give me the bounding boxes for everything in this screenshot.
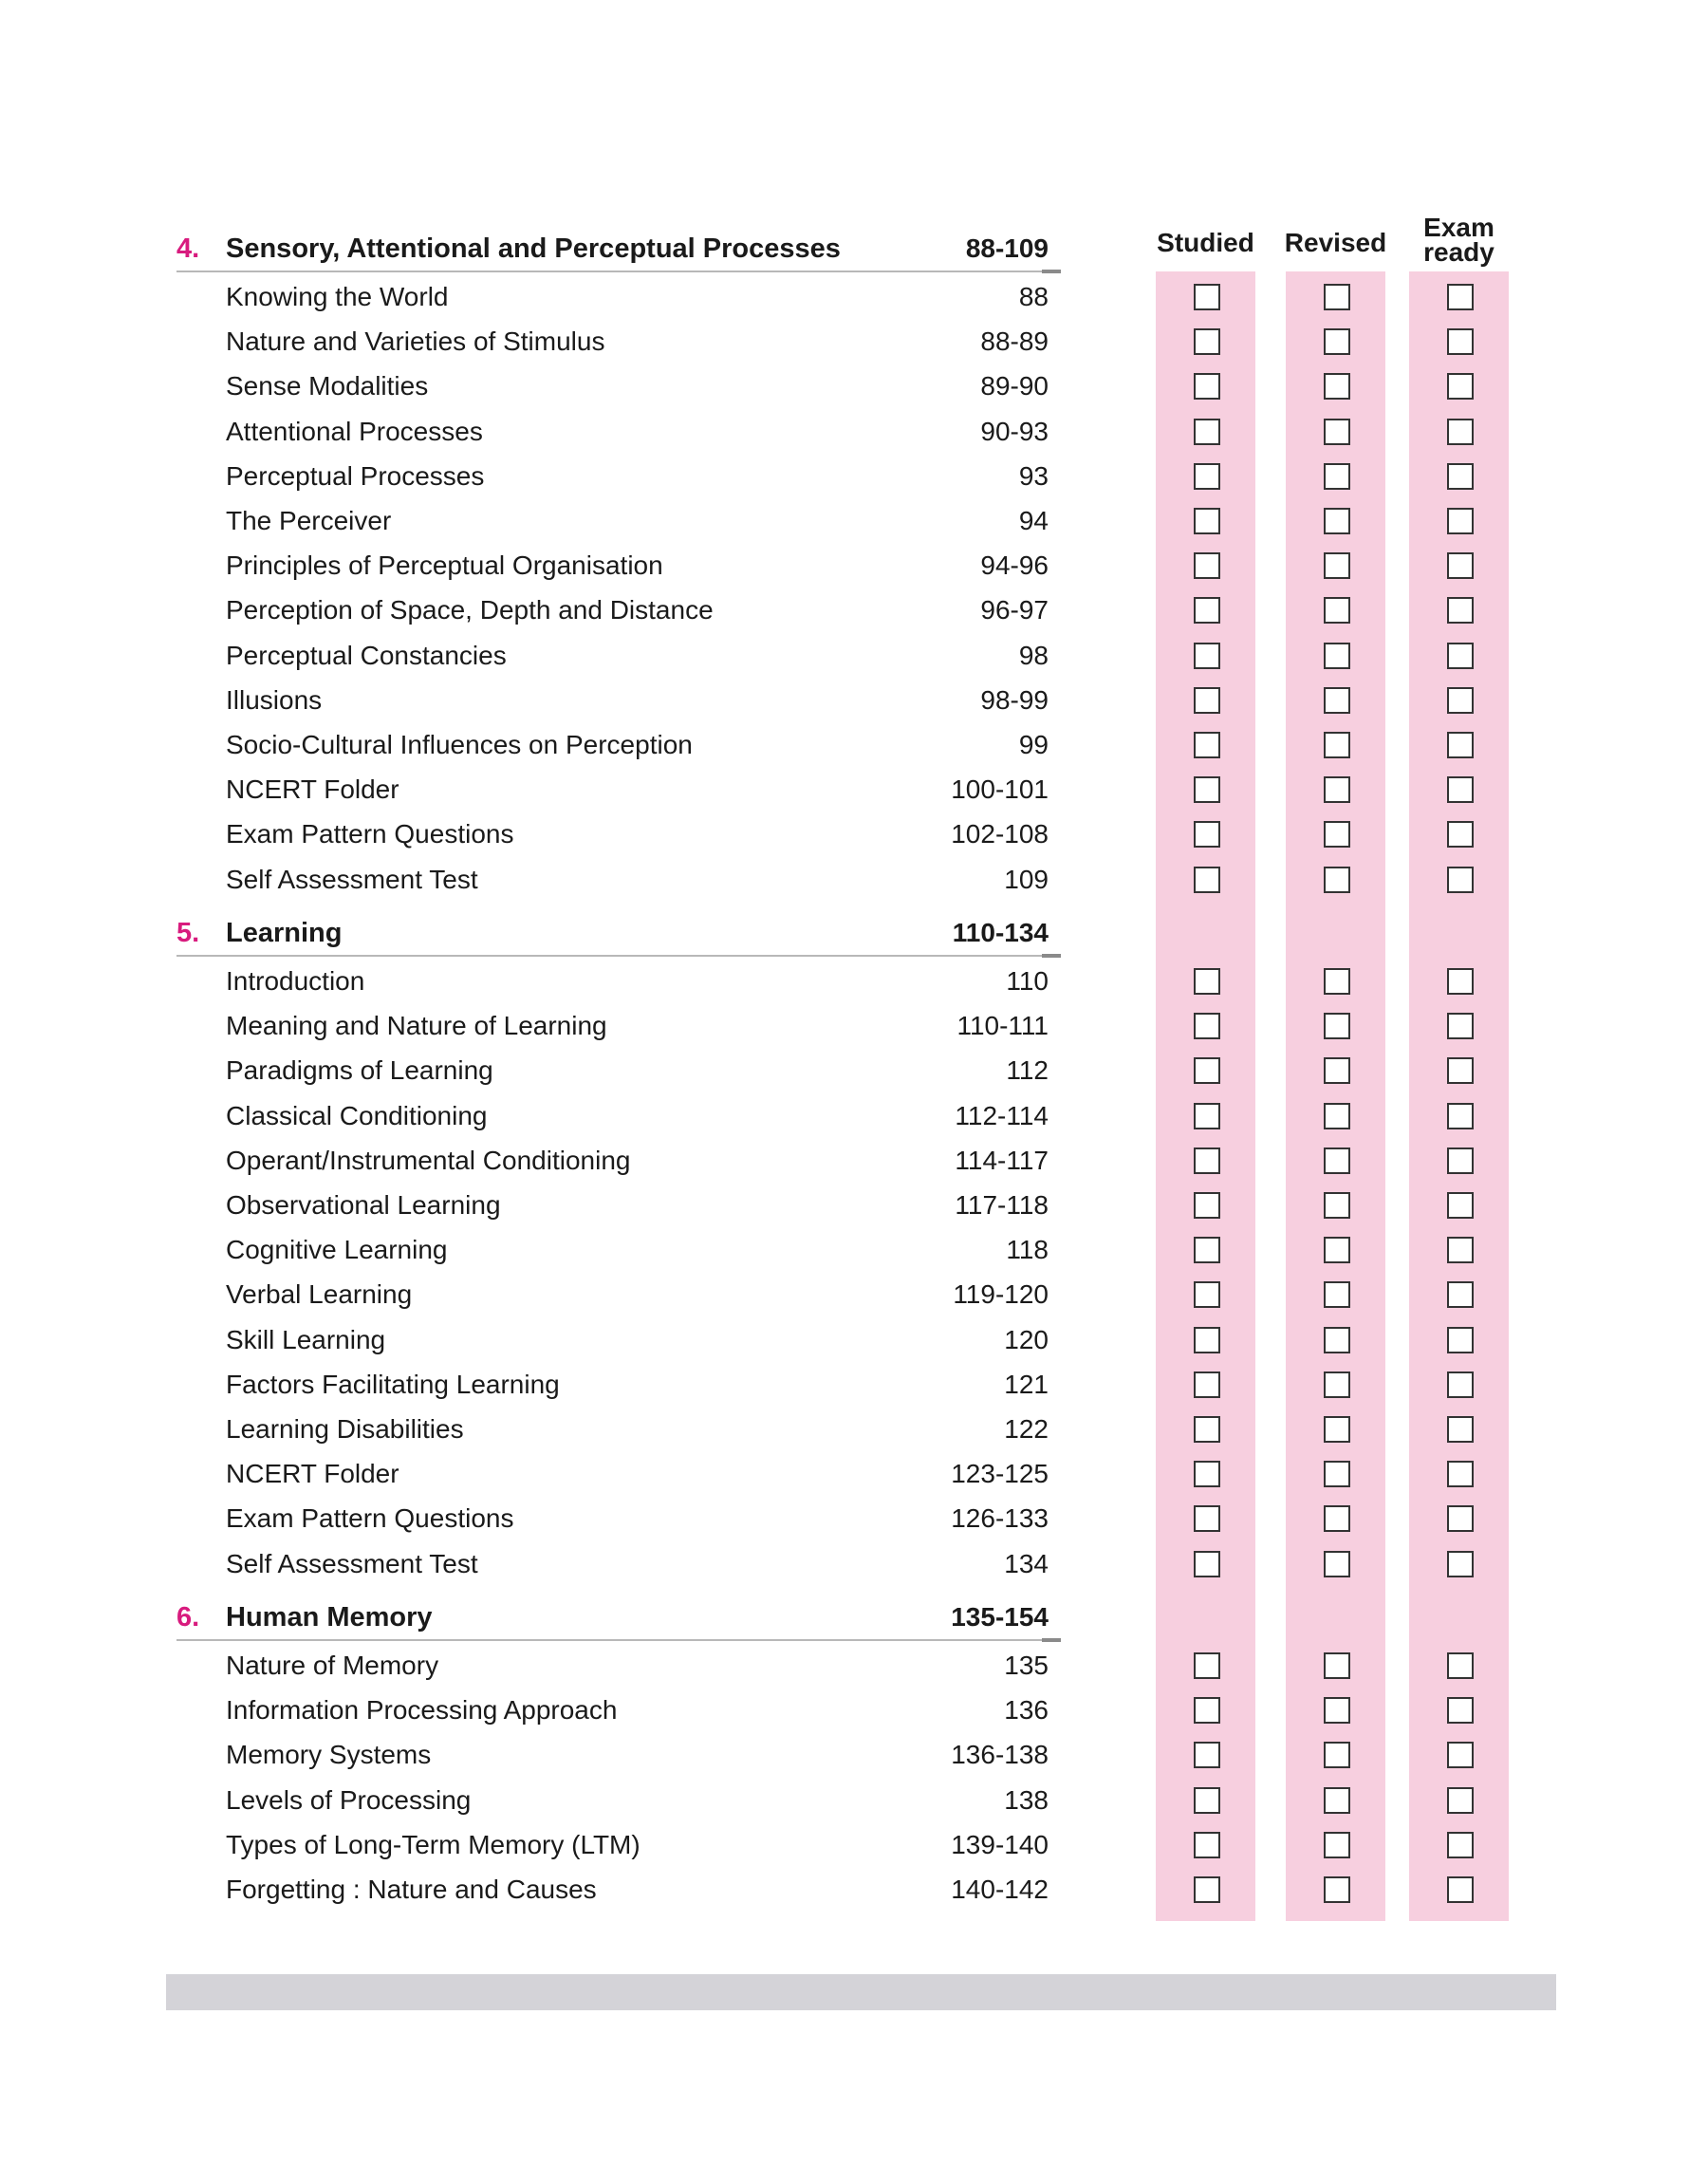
footer-bar xyxy=(166,1974,1556,2010)
exam-ready-header-line2: ready xyxy=(1423,237,1494,267)
chapter-divider xyxy=(176,1639,1061,1641)
studied-checkbox[interactable] xyxy=(1194,1147,1220,1174)
topic-label: Learning Disabilities xyxy=(226,1414,464,1444)
studied-checkbox[interactable] xyxy=(1194,1652,1220,1679)
exam-ready-checkbox[interactable] xyxy=(1447,968,1474,995)
studied-checkbox[interactable] xyxy=(1194,284,1220,310)
studied-checkbox[interactable] xyxy=(1194,732,1220,758)
revised-checkbox[interactable] xyxy=(1324,867,1350,893)
topic-label: Self Assessment Test xyxy=(226,1548,478,1578)
exam-ready-checkbox[interactable] xyxy=(1447,552,1474,579)
revised-checkbox[interactable] xyxy=(1324,968,1350,995)
studied-checkbox[interactable] xyxy=(1194,1461,1220,1487)
topic-page-range: 94 xyxy=(1018,506,1049,535)
revised-checkbox[interactable] xyxy=(1324,1551,1350,1577)
revised-checkbox[interactable] xyxy=(1324,1103,1350,1129)
chapter-number: 6. xyxy=(176,1602,200,1633)
exam-ready-checkbox[interactable] xyxy=(1447,1505,1474,1532)
topic-label: Types of Long-Term Memory (LTM) xyxy=(226,1829,640,1859)
topic-page-range: 90-93 xyxy=(980,416,1049,446)
studied-checkbox[interactable] xyxy=(1194,1832,1220,1858)
revised-checkbox[interactable] xyxy=(1324,687,1350,714)
topic-page-range: 109 xyxy=(1004,864,1049,894)
topic-label: Skill Learning xyxy=(226,1324,386,1354)
topic-label: Information Processing Approach xyxy=(226,1695,618,1726)
topic-label: Nature and Varieties of Stimulus xyxy=(226,327,605,357)
chapter-divider-tick xyxy=(1042,270,1061,273)
topic-page-range: 123-125 xyxy=(951,1459,1049,1489)
topic-label: Forgetting : Nature and Causes xyxy=(226,1875,597,1904)
exam-ready-checkbox[interactable] xyxy=(1447,867,1474,893)
topic-label: Socio-Cultural Influences on Perception xyxy=(226,730,693,759)
studied-checkbox[interactable] xyxy=(1194,463,1220,490)
chapter-title: Sensory, Attentional and Perceptual Processes xyxy=(226,233,841,264)
chapter-divider-tick xyxy=(1042,954,1061,958)
revised-checkbox[interactable] xyxy=(1324,1742,1350,1768)
chapter-page-range: 135-154 xyxy=(951,1602,1049,1632)
exam-ready-checkbox[interactable] xyxy=(1447,284,1474,310)
topic-label: Verbal Learning xyxy=(226,1279,413,1310)
topic-page-range: 114-117 xyxy=(955,1145,1049,1175)
chapter-title: Human Memory xyxy=(226,1602,433,1633)
chapter-page-range: 88-109 xyxy=(965,233,1049,263)
revised-checkbox[interactable] xyxy=(1324,284,1350,310)
topic-page-range: 121 xyxy=(1004,1369,1049,1399)
exam-ready-checkbox[interactable] xyxy=(1447,1281,1474,1308)
studied-checkbox[interactable] xyxy=(1194,597,1220,624)
exam-ready-checkbox[interactable] xyxy=(1447,419,1474,445)
studied-column-header: Studied xyxy=(1157,228,1254,257)
revised-checkbox[interactable] xyxy=(1324,373,1350,400)
topic-label: Sense Modalities xyxy=(226,371,429,401)
revised-checkbox[interactable] xyxy=(1324,1697,1350,1724)
chapter-divider xyxy=(176,271,1061,272)
topic-label: Perceptual Constancies xyxy=(226,640,507,670)
revised-checkbox[interactable] xyxy=(1324,328,1350,355)
studied-checkbox[interactable] xyxy=(1194,867,1220,893)
exam-ready-checkbox[interactable] xyxy=(1447,373,1474,400)
topic-label: Perception of Space, Depth and Distance xyxy=(226,595,714,625)
revised-checkbox[interactable] xyxy=(1324,776,1350,803)
exam-ready-checkbox[interactable] xyxy=(1447,732,1474,758)
revised-column-header: Revised xyxy=(1284,228,1387,257)
topic-page-range: 110-111 xyxy=(956,1011,1049,1041)
exam-ready-checkbox[interactable] xyxy=(1447,597,1474,624)
revised-checkbox[interactable] xyxy=(1324,1013,1350,1039)
exam-ready-column-header xyxy=(1400,215,1518,265)
topic-page-range: 93 xyxy=(1018,460,1049,491)
topic-page-range: 98 xyxy=(1018,640,1049,670)
topic-label: Knowing the World xyxy=(226,282,449,311)
studied-checkbox[interactable] xyxy=(1194,776,1220,803)
topic-label: Levels of Processing xyxy=(226,1784,472,1815)
exam-ready-checkbox[interactable] xyxy=(1447,1237,1474,1263)
exam-ready-checkbox[interactable] xyxy=(1447,1013,1474,1039)
exam-ready-checkbox[interactable] xyxy=(1447,1876,1474,1903)
revised-checkbox[interactable] xyxy=(1324,1461,1350,1487)
studied-checkbox[interactable] xyxy=(1194,1876,1220,1903)
studied-checkbox[interactable] xyxy=(1194,1551,1220,1577)
exam-ready-checkbox[interactable] xyxy=(1447,1742,1474,1768)
exam-ready-checkbox[interactable] xyxy=(1447,1147,1474,1174)
exam-ready-checkbox[interactable] xyxy=(1447,1551,1474,1577)
topic-page-range: 99 xyxy=(1018,730,1049,759)
exam-ready-checkbox[interactable] xyxy=(1447,1787,1474,1814)
revised-checkbox[interactable] xyxy=(1324,1057,1350,1084)
topic-page-range: 88 xyxy=(1018,282,1049,311)
revised-checkbox[interactable] xyxy=(1324,1192,1350,1219)
topic-page-range: 98-99 xyxy=(980,684,1049,715)
revised-checkbox[interactable] xyxy=(1324,821,1350,848)
exam-ready-checkbox[interactable] xyxy=(1447,1057,1474,1084)
studied-checkbox[interactable] xyxy=(1194,1192,1220,1219)
revised-checkbox[interactable] xyxy=(1324,1505,1350,1532)
topic-label: Nature of Memory xyxy=(226,1651,439,1680)
topic-label: Principles of Perceptual Organisation xyxy=(226,550,663,581)
topic-label: Self Assessment Test xyxy=(226,864,478,894)
topic-page-range: 138 xyxy=(1004,1784,1049,1815)
topic-page-range: 117-118 xyxy=(955,1190,1049,1220)
topic-page-range: 112-114 xyxy=(955,1100,1049,1130)
revised-checkbox[interactable] xyxy=(1324,1281,1350,1308)
studied-checkbox[interactable] xyxy=(1194,687,1220,714)
topic-label: Meaning and Nature of Learning xyxy=(226,1011,607,1041)
revised-checkbox[interactable] xyxy=(1324,1371,1350,1398)
topic-label: Exam Pattern Questions xyxy=(226,1503,514,1534)
studied-checkbox[interactable] xyxy=(1194,1013,1220,1039)
revised-checkbox[interactable] xyxy=(1324,732,1350,758)
studied-checkbox[interactable] xyxy=(1194,821,1220,848)
topic-label: Perceptual Processes xyxy=(226,460,485,491)
exam-ready-checkbox[interactable] xyxy=(1447,1192,1474,1219)
topic-label: Exam Pattern Questions xyxy=(226,819,514,849)
topic-label: Operant/Instrumental Conditioning xyxy=(226,1145,631,1175)
studied-checkbox[interactable] xyxy=(1194,1237,1220,1263)
revised-checkbox[interactable] xyxy=(1324,1327,1350,1353)
studied-checkbox[interactable] xyxy=(1194,1787,1220,1814)
studied-checkbox[interactable] xyxy=(1194,1742,1220,1768)
exam-ready-checkbox[interactable] xyxy=(1447,1697,1474,1724)
chapter-title: Learning xyxy=(226,918,343,948)
revised-checkbox[interactable] xyxy=(1324,1832,1350,1858)
topic-page-range: 89-90 xyxy=(980,371,1049,401)
topic-page-range: 136-138 xyxy=(951,1740,1049,1770)
exam-ready-checkbox[interactable] xyxy=(1447,1103,1474,1129)
topic-label: NCERT Folder xyxy=(226,1459,399,1489)
exam-ready-checkbox[interactable] xyxy=(1447,1461,1474,1487)
topic-page-range: 122 xyxy=(1004,1414,1049,1444)
topic-page-range: 135 xyxy=(1004,1651,1049,1680)
exam-ready-header-line1: Exam xyxy=(1423,213,1494,242)
topic-label: Classical Conditioning xyxy=(226,1100,488,1130)
topic-label: Cognitive Learning xyxy=(226,1235,448,1265)
chapter-number: 5. xyxy=(176,918,200,948)
exam-ready-checkbox[interactable] xyxy=(1447,687,1474,714)
chapter-divider xyxy=(176,955,1061,957)
revised-checkbox[interactable] xyxy=(1324,463,1350,490)
topic-label: Illusions xyxy=(226,684,323,715)
topic-page-range: 140-142 xyxy=(951,1875,1049,1904)
studied-checkbox[interactable] xyxy=(1194,1281,1220,1308)
chapter-page-range: 110-134 xyxy=(952,918,1049,947)
exam-ready-checkbox[interactable] xyxy=(1447,776,1474,803)
studied-checkbox[interactable] xyxy=(1194,1697,1220,1724)
topic-label: Introduction xyxy=(226,966,365,996)
revised-checkbox[interactable] xyxy=(1324,1416,1350,1443)
topic-page-range: 120 xyxy=(1004,1324,1049,1354)
exam-ready-checkbox[interactable] xyxy=(1447,1327,1474,1353)
topic-page-range: 88-89 xyxy=(980,327,1049,357)
topic-page-range: 136 xyxy=(1004,1695,1049,1726)
studied-checkbox[interactable] xyxy=(1194,968,1220,995)
exam-ready-checkbox[interactable] xyxy=(1447,1416,1474,1443)
revised-checkbox[interactable] xyxy=(1324,1787,1350,1814)
revised-checkbox[interactable] xyxy=(1324,419,1350,445)
exam-ready-checkbox[interactable] xyxy=(1447,328,1474,355)
exam-ready-checkbox[interactable] xyxy=(1447,508,1474,534)
topic-label: NCERT Folder xyxy=(226,774,399,805)
studied-checkbox[interactable] xyxy=(1194,1371,1220,1398)
exam-ready-checkbox[interactable] xyxy=(1447,1371,1474,1398)
studied-checkbox[interactable] xyxy=(1194,1416,1220,1443)
topic-label: Memory Systems xyxy=(226,1740,432,1770)
topic-page-range: 134 xyxy=(1004,1548,1049,1578)
studied-checkbox[interactable] xyxy=(1194,373,1220,400)
topic-page-range: 102-108 xyxy=(951,819,1049,849)
studied-checkbox[interactable] xyxy=(1194,419,1220,445)
topic-page-range: 110 xyxy=(1006,966,1049,996)
topic-label: The Perceiver xyxy=(226,506,392,535)
topic-page-range: 112 xyxy=(1006,1055,1049,1086)
topic-page-range: 96-97 xyxy=(980,595,1049,625)
topic-page-range: 139-140 xyxy=(951,1829,1049,1859)
revised-checkbox[interactable] xyxy=(1324,552,1350,579)
topic-label: Observational Learning xyxy=(226,1190,501,1220)
chapter-number: 4. xyxy=(176,233,200,264)
revised-checkbox[interactable] xyxy=(1324,597,1350,624)
studied-checkbox[interactable] xyxy=(1194,1327,1220,1353)
studied-checkbox[interactable] xyxy=(1194,1103,1220,1129)
exam-ready-checkbox[interactable] xyxy=(1447,821,1474,848)
topic-label: Factors Facilitating Learning xyxy=(226,1369,560,1399)
topic-label: Paradigms of Learning xyxy=(226,1055,493,1086)
studied-checkbox[interactable] xyxy=(1194,643,1220,669)
exam-ready-checkbox[interactable] xyxy=(1447,643,1474,669)
revised-checkbox[interactable] xyxy=(1324,1652,1350,1679)
topic-page-range: 100-101 xyxy=(951,774,1049,805)
topic-page-range: 118 xyxy=(1006,1235,1049,1265)
topic-page-range: 119-120 xyxy=(953,1279,1049,1310)
revised-checkbox[interactable] xyxy=(1324,1876,1350,1903)
studied-checkbox[interactable] xyxy=(1194,1505,1220,1532)
topic-label: Attentional Processes xyxy=(226,416,483,446)
exam-ready-checkbox[interactable] xyxy=(1447,463,1474,490)
topic-page-range: 94-96 xyxy=(980,550,1049,581)
studied-checkbox[interactable] xyxy=(1194,552,1220,579)
revised-checkbox[interactable] xyxy=(1324,1237,1350,1263)
revised-checkbox[interactable] xyxy=(1324,643,1350,669)
revised-checkbox[interactable] xyxy=(1324,1147,1350,1174)
chapter-divider-tick xyxy=(1042,1638,1061,1642)
exam-ready-checkbox[interactable] xyxy=(1447,1832,1474,1858)
studied-checkbox[interactable] xyxy=(1194,508,1220,534)
studied-checkbox[interactable] xyxy=(1194,328,1220,355)
studied-checkbox[interactable] xyxy=(1194,1057,1220,1084)
revised-checkbox[interactable] xyxy=(1324,508,1350,534)
exam-ready-checkbox[interactable] xyxy=(1447,1652,1474,1679)
topic-page-range: 126-133 xyxy=(951,1503,1049,1534)
